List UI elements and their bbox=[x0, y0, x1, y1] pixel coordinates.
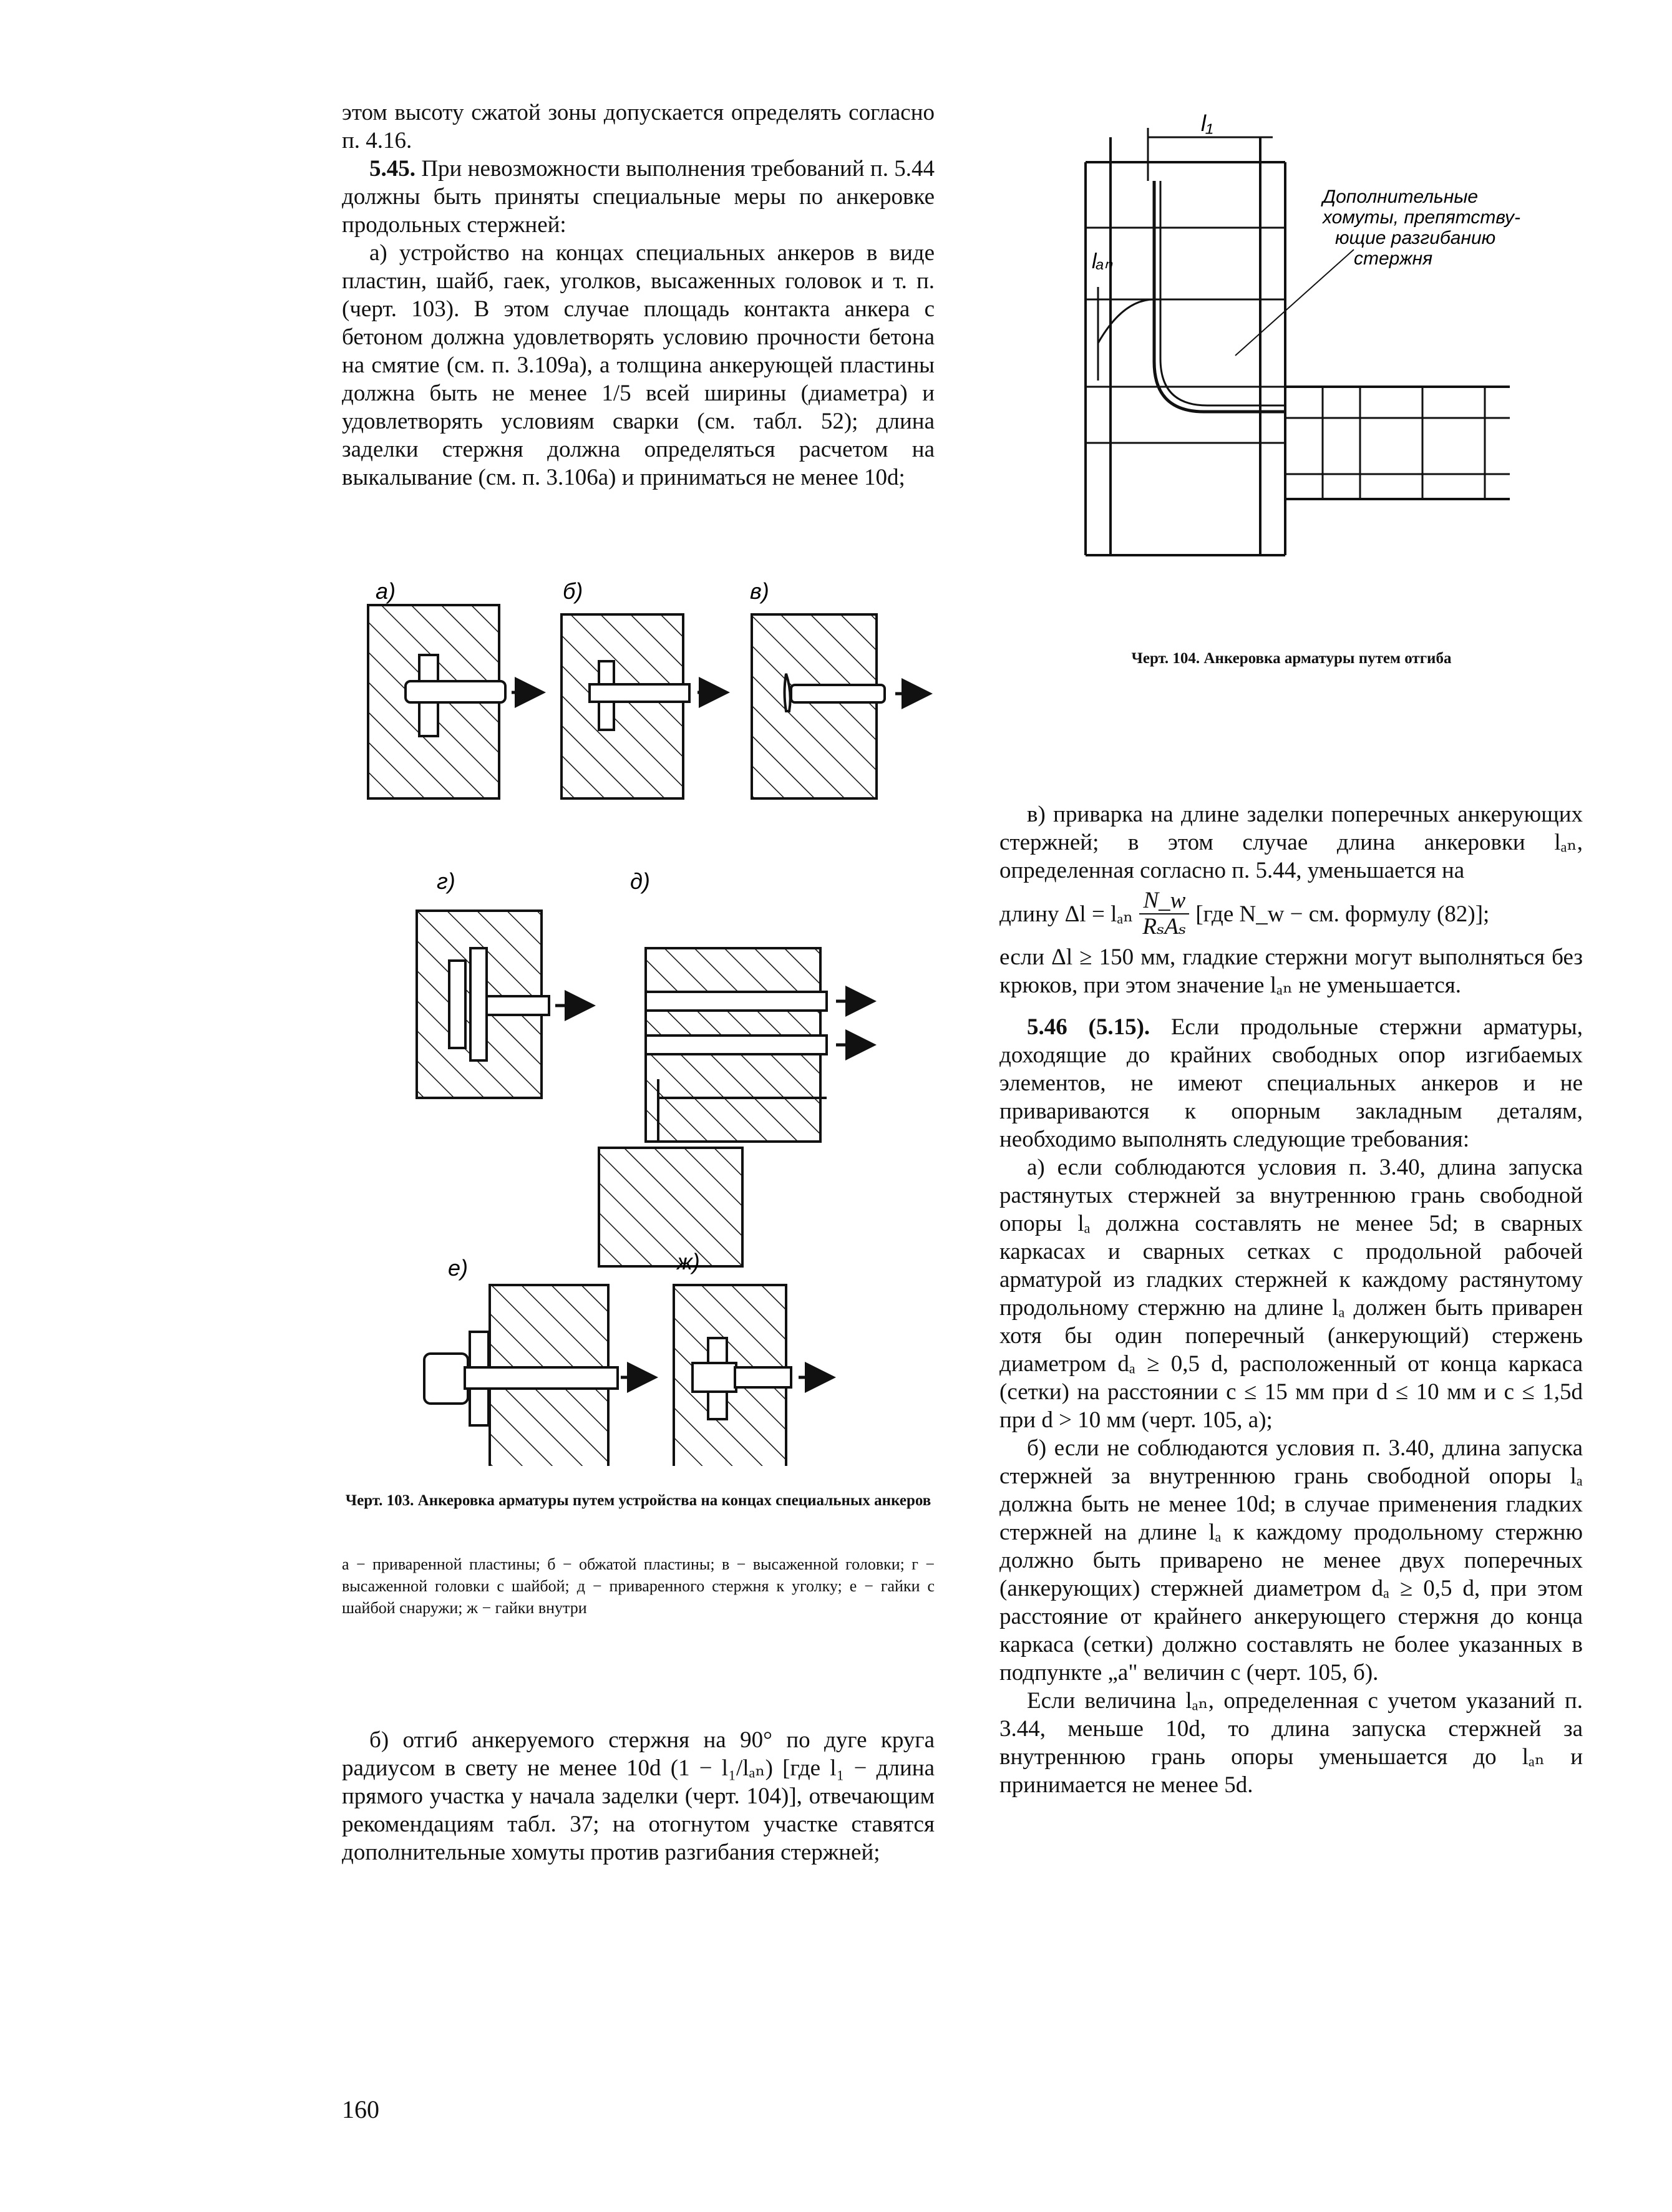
fig103-g bbox=[417, 868, 593, 1098]
annotation-line: Дополнительные bbox=[1323, 187, 1479, 207]
fig-label: е) bbox=[448, 1255, 469, 1281]
paragraph: б) отгиб анкеруемого стержня на 90° по дуге круга радиусом в свету не менее 10d (1 − l₁/lₐₙ) [где l₁ − длина прямого участка у начала заделки (черт. 104)], отвечающим рекомендациям табл. 37; на отогнутом участке ставятся дополнительные хомуты против разгибания стержней; bbox=[342, 1727, 935, 1865]
section-number: 5.45. bbox=[369, 156, 416, 182]
fig103-v bbox=[750, 578, 930, 798]
fig103-d bbox=[599, 868, 873, 1266]
figure-104-caption: Черт. 104. Анкеровка арматуры путем отгиба bbox=[1131, 650, 1452, 667]
left-column-top bbox=[342, 99, 935, 492]
fig-label: ж) bbox=[677, 1249, 700, 1274]
fig-label: д) bbox=[630, 868, 650, 894]
page-number: 160 bbox=[342, 2095, 379, 2123]
annotation-line: стержня bbox=[1354, 248, 1433, 269]
formula-prefix: длину Δl = lₐₙ bbox=[999, 901, 1134, 927]
figure-104 bbox=[1061, 94, 1547, 580]
fig-label: б) bbox=[563, 578, 583, 604]
fig103-zh bbox=[674, 1249, 833, 1466]
formula-delta-l bbox=[999, 888, 1583, 939]
fig-label: г) bbox=[437, 868, 455, 894]
annotation-line: ющие разгибанию bbox=[1335, 228, 1496, 248]
paragraph: б) если не соблюдаются условия п. 3.40, длина запуска стержней за внутреннюю грань свободной опоры lₐ должна быть не менее 10d; в случае применения гладких стержней на длине lₐ к каждому продольному стержню должно быть приварено не менее двух поперечных (анкерующих) стержней диаметром dₐ ≥ 0,5 d, при этом расстояние от крайнего анкерующего стержня до конца каркаса (сетки) должно составлять не более указанных в подпункте „а" величин c (черт. 105, б). bbox=[999, 1435, 1583, 1686]
paragraph: этом высоту сжатой зоны допускается определять согласно п. 4.16. bbox=[342, 100, 935, 153]
paragraph-5-46 bbox=[999, 1013, 1583, 1153]
right-column bbox=[999, 800, 1583, 1799]
formula-fraction bbox=[1139, 888, 1189, 939]
fig103-e bbox=[424, 1255, 655, 1466]
annotation-line: хомуты, препятству- bbox=[1323, 207, 1521, 228]
section-number: 5.46 (5.15). bbox=[1027, 1014, 1150, 1040]
fig-label: а) bbox=[376, 578, 396, 604]
paragraph: а) если соблюдаются условия п. 3.40, длина запуска растянутых стержней за внутреннюю грань свободной опоры lₐ должна составлять не менее 5d; в сварных каркасах и сварных сетках с продольной рабочей арматурой из гладких стержней к каждому растянутому продольному стержню на длине lₐ должен быть приварен хотя бы один поперечный (анкерующий) стержень диаметром dₐ ≥ 0,5 d, расположенный от конца каркаса (сетки) на расстоянии c ≤ 15 мм при d ≤ 10 мм и c ≤ 1,5d при d > 10 мм (черт. 105, а); bbox=[999, 1155, 1583, 1433]
paragraph: Если величина lₐₙ, определенная с учетом указаний п. 3.44, меньше 10d, то длина запуска стержней за внутреннюю грань опоры уменьшается до lₐₙ и принимается не менее 5d. bbox=[999, 1688, 1583, 1798]
paragraph: в) приварка на длине заделки поперечных анкерующих стержней; в этом случае длина анкеровки lₐₙ, определенная согласно п. 5.44, уменьшается на bbox=[999, 802, 1583, 883]
left-column-bottom bbox=[342, 1726, 935, 1866]
formula-denominator: RₛAₛ bbox=[1142, 914, 1187, 939]
formula-numerator: N_w bbox=[1139, 888, 1189, 914]
paragraph-5-45 bbox=[342, 155, 935, 239]
dim-lan: lₐₙ bbox=[1092, 250, 1113, 273]
figure-103-caption: Черт. 103. Анкеровка арматуры путем устройства на концах специальных анкеров bbox=[345, 1492, 931, 1509]
paragraph: а) устройство на концах специальных анкеров в виде пластин, шайб, гаек, уголков, высаженных головок и т. п. (черт. 103). В этом случае площадь контакта анкера с бетоном должна удовлетворять условию прочности бетона на смятие (см. п. 3.109а), а толщина анкерующей пластины должна быть не менее 1/5 всей ширины (диаметра) и удовлетворять условиям сварки (см. табл. 52); длина заделки стержня должна определяться расчетом на выкалывание (см. п. 3.106а) и приниматься не менее 10d; bbox=[342, 240, 935, 490]
paragraph: если Δl ≥ 150 мм, гладкие стержни могут выполняться без крюков, при этом значение lₐₙ не уменьшается. bbox=[999, 944, 1583, 998]
dim-l1: l₁ bbox=[1201, 110, 1213, 136]
fig103-a bbox=[368, 578, 543, 798]
figure-103 bbox=[337, 561, 961, 1466]
fig-label: в) bbox=[750, 578, 769, 604]
figure-103-legend: а − приваренной пластины; б − обжатой пластины; в − высаженной головки; г − высаженной головки с шайбой; д − приваренного стержня к уголку; е − гайки с шайбой снаружи; ж − гайки внутри bbox=[342, 1555, 935, 1617]
formula-suffix: [где N_w − см. формулу (82)]; bbox=[1195, 901, 1490, 927]
paragraph-text: При невозможности выполнения требований п. 5.44 должны быть приняты специальные меры по анкеровке продольных стержней: bbox=[342, 156, 935, 238]
fig103-b bbox=[561, 578, 727, 798]
paragraph-text: Если продольные стержни арматуры, доходящие до крайних свободных опор изгибаемых элементов, не имеют специальных анкеров и не привариваются к опорным закладным деталям, необходимо выполнять следующие требования: bbox=[999, 1014, 1583, 1152]
